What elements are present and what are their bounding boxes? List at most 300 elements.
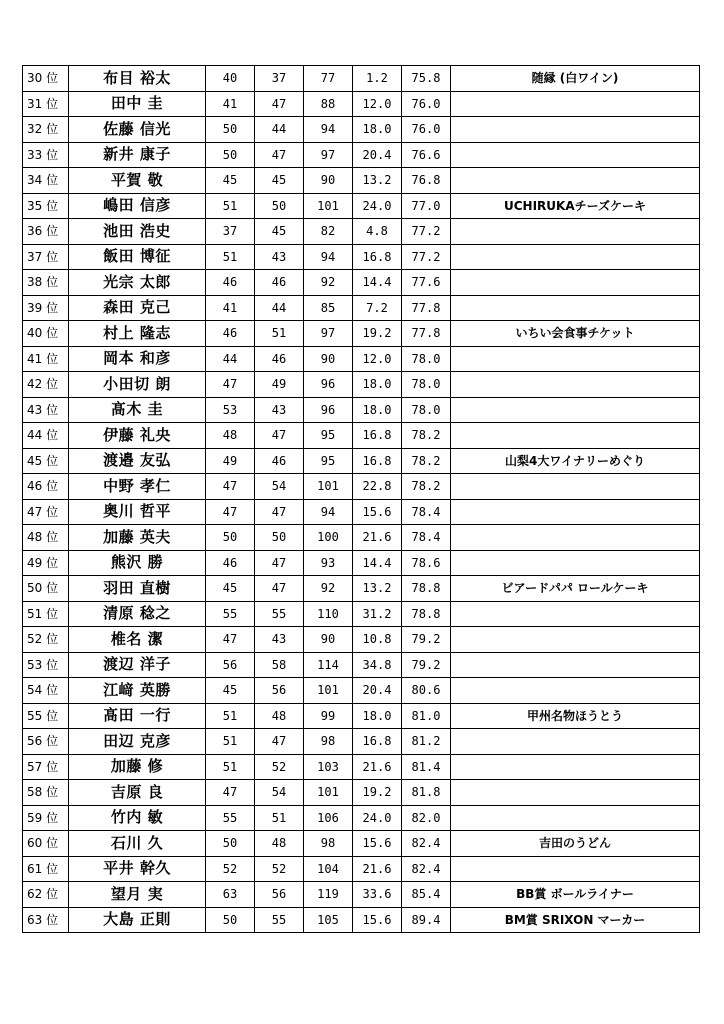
table-row [23, 168, 700, 194]
net-score-cell: 81.4 [402, 754, 451, 780]
net-score-cell: 77.6 [402, 270, 451, 296]
handicap-cell: 22.8 [353, 474, 402, 500]
net-score-cell: 85.4 [402, 882, 451, 908]
in-score-cell: 43 [255, 627, 304, 653]
in-score-cell: 50 [255, 193, 304, 219]
rank-cell: 63 位 [23, 907, 69, 933]
table-row [23, 627, 700, 653]
gross-score-cell: 90 [304, 627, 353, 653]
player-name-cell: 竹内 敏 [69, 805, 206, 831]
rank-cell: 56 位 [23, 729, 69, 755]
in-score-cell: 56 [255, 882, 304, 908]
rank-cell: 53 位 [23, 652, 69, 678]
in-score-cell: 56 [255, 678, 304, 704]
gross-score-cell: 93 [304, 550, 353, 576]
prize-cell [451, 856, 700, 882]
handicap-cell: 13.2 [353, 576, 402, 602]
gross-score-cell: 101 [304, 780, 353, 806]
in-score-cell: 51 [255, 321, 304, 347]
in-score-cell: 44 [255, 295, 304, 321]
rank-cell: 55 位 [23, 703, 69, 729]
prize-cell: いちい会食事チケット [451, 321, 700, 347]
handicap-cell: 10.8 [353, 627, 402, 653]
in-score-cell: 54 [255, 780, 304, 806]
out-score-cell: 50 [206, 117, 255, 143]
in-score-cell: 52 [255, 754, 304, 780]
prize-cell [451, 805, 700, 831]
table-row [23, 907, 700, 933]
in-score-cell: 55 [255, 601, 304, 627]
rank-cell: 35 位 [23, 193, 69, 219]
table-row [23, 372, 700, 398]
handicap-cell: 14.4 [353, 550, 402, 576]
rank-cell: 39 位 [23, 295, 69, 321]
gross-score-cell: 119 [304, 882, 353, 908]
handicap-cell: 12.0 [353, 91, 402, 117]
handicap-cell: 20.4 [353, 678, 402, 704]
handicap-cell: 15.6 [353, 499, 402, 525]
rank-cell: 57 位 [23, 754, 69, 780]
player-name-cell: 嶋田 信彦 [69, 193, 206, 219]
in-score-cell: 47 [255, 550, 304, 576]
out-score-cell: 55 [206, 805, 255, 831]
out-score-cell: 41 [206, 295, 255, 321]
out-score-cell: 45 [206, 678, 255, 704]
player-name-cell: 加藤 英夫 [69, 525, 206, 551]
out-score-cell: 40 [206, 66, 255, 92]
rank-cell: 45 位 [23, 448, 69, 474]
handicap-cell: 31.2 [353, 601, 402, 627]
gross-score-cell: 98 [304, 831, 353, 857]
rank-cell: 52 位 [23, 627, 69, 653]
rank-cell: 36 位 [23, 219, 69, 245]
in-score-cell: 48 [255, 831, 304, 857]
player-name-cell: 椎名 潔 [69, 627, 206, 653]
rank-cell: 62 位 [23, 882, 69, 908]
in-score-cell: 47 [255, 91, 304, 117]
gross-score-cell: 95 [304, 423, 353, 449]
player-name-cell: 池田 浩史 [69, 219, 206, 245]
out-score-cell: 46 [206, 270, 255, 296]
out-score-cell: 45 [206, 576, 255, 602]
out-score-cell: 49 [206, 448, 255, 474]
handicap-cell: 18.0 [353, 372, 402, 398]
net-score-cell: 81.0 [402, 703, 451, 729]
handicap-cell: 16.8 [353, 244, 402, 270]
prize-cell [451, 142, 700, 168]
prize-cell: UCHIRUKAチーズケーキ [451, 193, 700, 219]
table-row [23, 270, 700, 296]
out-score-cell: 56 [206, 652, 255, 678]
player-name-cell: 清原 稔之 [69, 601, 206, 627]
player-name-cell: 佐藤 信光 [69, 117, 206, 143]
player-name-cell: 熊沢 勝 [69, 550, 206, 576]
prize-cell [451, 729, 700, 755]
prize-cell [451, 550, 700, 576]
net-score-cell: 77.0 [402, 193, 451, 219]
in-score-cell: 48 [255, 703, 304, 729]
net-score-cell: 76.0 [402, 91, 451, 117]
out-score-cell: 45 [206, 168, 255, 194]
gross-score-cell: 96 [304, 372, 353, 398]
net-score-cell: 76.8 [402, 168, 451, 194]
table-row [23, 321, 700, 347]
table-row [23, 652, 700, 678]
net-score-cell: 78.2 [402, 448, 451, 474]
handicap-cell: 18.0 [353, 397, 402, 423]
prize-cell [451, 601, 700, 627]
table-row [23, 525, 700, 551]
table-row [23, 882, 700, 908]
gross-score-cell: 92 [304, 270, 353, 296]
net-score-cell: 78.0 [402, 397, 451, 423]
net-score-cell: 81.8 [402, 780, 451, 806]
handicap-cell: 7.2 [353, 295, 402, 321]
net-score-cell: 76.0 [402, 117, 451, 143]
player-name-cell: 布目 裕太 [69, 66, 206, 92]
net-score-cell: 78.0 [402, 346, 451, 372]
prize-cell [451, 499, 700, 525]
prize-cell [451, 525, 700, 551]
gross-score-cell: 77 [304, 66, 353, 92]
player-name-cell: 小田切 朗 [69, 372, 206, 398]
prize-cell: 吉田のうどん [451, 831, 700, 857]
prize-cell: ビアードパパ ロールケーキ [451, 576, 700, 602]
handicap-cell: 15.6 [353, 907, 402, 933]
player-name-cell: 森田 克己 [69, 295, 206, 321]
handicap-cell: 24.0 [353, 805, 402, 831]
out-score-cell: 63 [206, 882, 255, 908]
table-row [23, 448, 700, 474]
rank-cell: 51 位 [23, 601, 69, 627]
player-name-cell: 平井 幹久 [69, 856, 206, 882]
player-name-cell: 大島 正則 [69, 907, 206, 933]
out-score-cell: 52 [206, 856, 255, 882]
handicap-cell: 19.2 [353, 780, 402, 806]
out-score-cell: 47 [206, 372, 255, 398]
rank-cell: 58 位 [23, 780, 69, 806]
table-row [23, 550, 700, 576]
rank-cell: 59 位 [23, 805, 69, 831]
net-score-cell: 77.8 [402, 321, 451, 347]
in-score-cell: 46 [255, 346, 304, 372]
prize-cell: 随縁 (白ワイン) [451, 66, 700, 92]
player-name-cell: 平賀 敬 [69, 168, 206, 194]
gross-score-cell: 99 [304, 703, 353, 729]
in-score-cell: 46 [255, 448, 304, 474]
gross-score-cell: 97 [304, 142, 353, 168]
out-score-cell: 41 [206, 91, 255, 117]
prize-cell [451, 423, 700, 449]
table-row [23, 601, 700, 627]
table-row [23, 346, 700, 372]
gross-score-cell: 94 [304, 117, 353, 143]
gross-score-cell: 101 [304, 678, 353, 704]
in-score-cell: 54 [255, 474, 304, 500]
rank-cell: 49 位 [23, 550, 69, 576]
net-score-cell: 78.8 [402, 601, 451, 627]
table-row [23, 295, 700, 321]
rank-cell: 38 位 [23, 270, 69, 296]
table-row [23, 244, 700, 270]
rank-cell: 41 位 [23, 346, 69, 372]
rank-cell: 47 位 [23, 499, 69, 525]
rank-cell: 50 位 [23, 576, 69, 602]
net-score-cell: 78.8 [402, 576, 451, 602]
table-row [23, 831, 700, 857]
player-name-cell: 田辺 克彦 [69, 729, 206, 755]
rank-cell: 54 位 [23, 678, 69, 704]
player-name-cell: 伊藤 礼央 [69, 423, 206, 449]
rank-cell: 42 位 [23, 372, 69, 398]
rank-cell: 32 位 [23, 117, 69, 143]
net-score-cell: 77.2 [402, 244, 451, 270]
player-name-cell: 飯田 博征 [69, 244, 206, 270]
table-row [23, 780, 700, 806]
prize-cell [451, 372, 700, 398]
handicap-cell: 16.8 [353, 729, 402, 755]
gross-score-cell: 92 [304, 576, 353, 602]
net-score-cell: 78.6 [402, 550, 451, 576]
handicap-cell: 21.6 [353, 856, 402, 882]
player-name-cell: 渡辺 洋子 [69, 652, 206, 678]
net-score-cell: 78.0 [402, 372, 451, 398]
in-score-cell: 58 [255, 652, 304, 678]
in-score-cell: 46 [255, 270, 304, 296]
handicap-cell: 16.8 [353, 448, 402, 474]
player-name-cell: 江﨑 英勝 [69, 678, 206, 704]
out-score-cell: 51 [206, 244, 255, 270]
table-row [23, 576, 700, 602]
in-score-cell: 49 [255, 372, 304, 398]
table-row [23, 474, 700, 500]
player-name-cell: 村上 隆志 [69, 321, 206, 347]
out-score-cell: 51 [206, 193, 255, 219]
player-name-cell: 望月 実 [69, 882, 206, 908]
out-score-cell: 47 [206, 780, 255, 806]
net-score-cell: 76.6 [402, 142, 451, 168]
table-row [23, 142, 700, 168]
handicap-cell: 24.0 [353, 193, 402, 219]
in-score-cell: 52 [255, 856, 304, 882]
in-score-cell: 47 [255, 729, 304, 755]
prize-cell [451, 627, 700, 653]
gross-score-cell: 106 [304, 805, 353, 831]
out-score-cell: 48 [206, 423, 255, 449]
prize-cell [451, 219, 700, 245]
net-score-cell: 79.2 [402, 652, 451, 678]
in-score-cell: 45 [255, 168, 304, 194]
gross-score-cell: 114 [304, 652, 353, 678]
prize-cell [451, 652, 700, 678]
gross-score-cell: 103 [304, 754, 353, 780]
net-score-cell: 78.4 [402, 525, 451, 551]
handicap-cell: 21.6 [353, 525, 402, 551]
handicap-cell: 34.8 [353, 652, 402, 678]
in-score-cell: 47 [255, 499, 304, 525]
net-score-cell: 82.4 [402, 831, 451, 857]
handicap-cell: 13.2 [353, 168, 402, 194]
rank-cell: 37 位 [23, 244, 69, 270]
rank-cell: 44 位 [23, 423, 69, 449]
player-name-cell: 羽田 直樹 [69, 576, 206, 602]
out-score-cell: 46 [206, 321, 255, 347]
player-name-cell: 加藤 修 [69, 754, 206, 780]
table-row [23, 423, 700, 449]
in-score-cell: 45 [255, 219, 304, 245]
out-score-cell: 46 [206, 550, 255, 576]
out-score-cell: 47 [206, 627, 255, 653]
player-name-cell: 奥川 哲平 [69, 499, 206, 525]
table-row [23, 856, 700, 882]
net-score-cell: 81.2 [402, 729, 451, 755]
prize-cell: BB賞 ボールライナー [451, 882, 700, 908]
handicap-cell: 18.0 [353, 117, 402, 143]
handicap-cell: 15.6 [353, 831, 402, 857]
table-row [23, 499, 700, 525]
out-score-cell: 55 [206, 601, 255, 627]
gross-score-cell: 105 [304, 907, 353, 933]
in-score-cell: 43 [255, 397, 304, 423]
gross-score-cell: 101 [304, 474, 353, 500]
in-score-cell: 47 [255, 576, 304, 602]
table-row [23, 805, 700, 831]
rank-cell: 31 位 [23, 91, 69, 117]
prize-cell [451, 270, 700, 296]
in-score-cell: 44 [255, 117, 304, 143]
prize-cell [451, 117, 700, 143]
out-score-cell: 47 [206, 474, 255, 500]
rank-cell: 60 位 [23, 831, 69, 857]
table-row [23, 703, 700, 729]
handicap-cell: 14.4 [353, 270, 402, 296]
gross-score-cell: 96 [304, 397, 353, 423]
prize-cell: BM賞 SRIXON マーカー [451, 907, 700, 933]
prize-cell [451, 754, 700, 780]
gross-score-cell: 100 [304, 525, 353, 551]
prize-cell [451, 295, 700, 321]
out-score-cell: 51 [206, 754, 255, 780]
prize-cell [451, 474, 700, 500]
gross-score-cell: 110 [304, 601, 353, 627]
net-score-cell: 78.4 [402, 499, 451, 525]
net-score-cell: 78.2 [402, 474, 451, 500]
prize-cell [451, 346, 700, 372]
prize-cell [451, 678, 700, 704]
prize-cell [451, 91, 700, 117]
out-score-cell: 50 [206, 831, 255, 857]
out-score-cell: 51 [206, 703, 255, 729]
in-score-cell: 43 [255, 244, 304, 270]
table-row [23, 219, 700, 245]
in-score-cell: 55 [255, 907, 304, 933]
prize-cell [451, 397, 700, 423]
table-row [23, 91, 700, 117]
gross-score-cell: 85 [304, 295, 353, 321]
in-score-cell: 37 [255, 66, 304, 92]
rank-cell: 46 位 [23, 474, 69, 500]
out-score-cell: 47 [206, 499, 255, 525]
in-score-cell: 50 [255, 525, 304, 551]
results-table [22, 65, 700, 933]
handicap-cell: 21.6 [353, 754, 402, 780]
gross-score-cell: 104 [304, 856, 353, 882]
player-name-cell: 渡邉 友弘 [69, 448, 206, 474]
gross-score-cell: 82 [304, 219, 353, 245]
handicap-cell: 12.0 [353, 346, 402, 372]
net-score-cell: 80.6 [402, 678, 451, 704]
rank-cell: 43 位 [23, 397, 69, 423]
player-name-cell: 髙木 圭 [69, 397, 206, 423]
prize-cell [451, 168, 700, 194]
out-score-cell: 50 [206, 525, 255, 551]
prize-cell [451, 244, 700, 270]
rank-cell: 61 位 [23, 856, 69, 882]
player-name-cell: 光宗 太郎 [69, 270, 206, 296]
player-name-cell: 岡本 和彦 [69, 346, 206, 372]
net-score-cell: 89.4 [402, 907, 451, 933]
out-score-cell: 51 [206, 729, 255, 755]
rank-cell: 48 位 [23, 525, 69, 551]
net-score-cell: 78.2 [402, 423, 451, 449]
handicap-cell: 4.8 [353, 219, 402, 245]
net-score-cell: 75.8 [402, 66, 451, 92]
prize-cell: 山梨4大ワイナリーめぐり [451, 448, 700, 474]
handicap-cell: 19.2 [353, 321, 402, 347]
out-score-cell: 50 [206, 142, 255, 168]
out-score-cell: 37 [206, 219, 255, 245]
out-score-cell: 44 [206, 346, 255, 372]
gross-score-cell: 97 [304, 321, 353, 347]
handicap-cell: 16.8 [353, 423, 402, 449]
table-row [23, 397, 700, 423]
prize-cell: 甲州名物ほうとう [451, 703, 700, 729]
table-row [23, 754, 700, 780]
gross-score-cell: 94 [304, 499, 353, 525]
rank-cell: 40 位 [23, 321, 69, 347]
rank-cell: 34 位 [23, 168, 69, 194]
gross-score-cell: 88 [304, 91, 353, 117]
rank-cell: 30 位 [23, 66, 69, 92]
handicap-cell: 18.0 [353, 703, 402, 729]
out-score-cell: 50 [206, 907, 255, 933]
handicap-cell: 33.6 [353, 882, 402, 908]
handicap-cell: 1.2 [353, 66, 402, 92]
gross-score-cell: 95 [304, 448, 353, 474]
net-score-cell: 77.2 [402, 219, 451, 245]
net-score-cell: 77.8 [402, 295, 451, 321]
net-score-cell: 79.2 [402, 627, 451, 653]
table-row [23, 729, 700, 755]
net-score-cell: 82.0 [402, 805, 451, 831]
out-score-cell: 53 [206, 397, 255, 423]
net-score-cell: 82.4 [402, 856, 451, 882]
gross-score-cell: 101 [304, 193, 353, 219]
player-name-cell: 髙田 一行 [69, 703, 206, 729]
gross-score-cell: 94 [304, 244, 353, 270]
table-row [23, 193, 700, 219]
gross-score-cell: 98 [304, 729, 353, 755]
table-row [23, 66, 700, 92]
rank-cell: 33 位 [23, 142, 69, 168]
gross-score-cell: 90 [304, 168, 353, 194]
player-name-cell: 新井 康子 [69, 142, 206, 168]
in-score-cell: 51 [255, 805, 304, 831]
in-score-cell: 47 [255, 423, 304, 449]
player-name-cell: 吉原 良 [69, 780, 206, 806]
table-row [23, 678, 700, 704]
player-name-cell: 田中 圭 [69, 91, 206, 117]
